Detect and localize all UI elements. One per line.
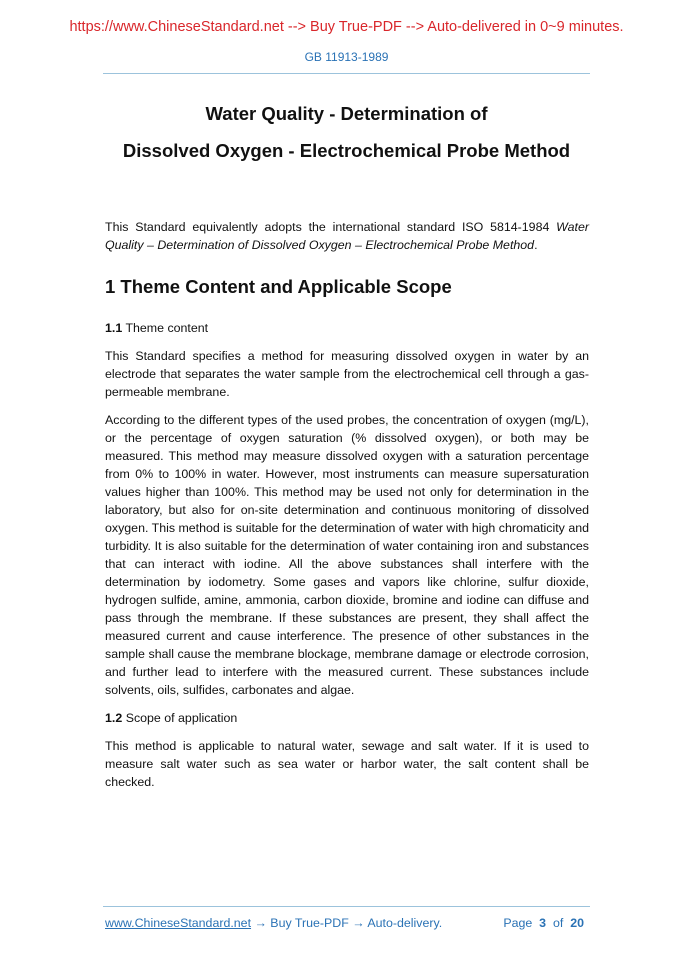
- paragraph: According to the different types of the used probes, the concentration of oxygen (mg/L), or the percentage of oxygen saturation (% dissolved oxygen), or both may be measured. This method may measure dissolved oxygen with a saturation percentage from 0% to 100% in water. However, most instruments can measure supersaturation values higher than 100%. This method may be used not only for determination in the laboratory, but also for on-site determination and continuous monitoring of dissolved oxygen. This method is suitable for the determination of water with high chromaticity and turbidity. It is also suitable for the determination of water containing iron and substances that can interact with iodine. All the above substances shall interfere with the determination by iodometry. Some gases and vapors like chlorine, sulfur dioxide, hydrogen sulfide, amine, ammonia, carbon dioxide, bromine and iodine can diffuse and pass through the membrane. If these substances are present, they shall affect the measured current and cause interference. The presence of other substances in the sample shall cause the membrane blockage, membrane damage or electrode corrosion, and further lead to interfere with the measured current. These substances include solvents, oils, sulfides, carbonates and algae.: [105, 413, 589, 697]
- footer: [105, 916, 584, 930]
- sub-title: Scope of application: [125, 711, 238, 725]
- sub-num: 1.2: [105, 711, 123, 725]
- paragraph: This Standard specifies a method for measuring dissolved oxygen in water by an electrode that separates the water sample from the electrochemical cell through a gas-permeable membrane.: [105, 349, 589, 399]
- title-line1: Water Quality - Determination of: [205, 103, 488, 124]
- banner-link[interactable]: https://www.ChineseStandard.net --> Buy True-PDF --> Auto-delivered in 0~9 minutes.: [69, 19, 624, 35]
- footer-text: → Buy True-PDF → Auto-delivery.: [251, 916, 443, 930]
- standard-code: GB 11913-1989: [304, 50, 389, 64]
- section-heading: 1 Theme Content and Applicable Scope: [105, 276, 452, 297]
- paragraph: This method is applicable to natural water, sewage and salt water. If it is used to measure salt water such as sea water or harbor water, the salt content shall be checked.: [105, 739, 589, 789]
- footer-divider: [103, 906, 590, 907]
- subsection-1-1: [105, 319, 589, 337]
- section-body: [105, 319, 589, 801]
- intro-text: This Standard equivalently adopts the international standard ISO 5814-1984: [105, 220, 557, 234]
- of-label: of: [552, 916, 564, 930]
- page-label: Page: [503, 916, 533, 930]
- intro-end: .: [534, 238, 538, 252]
- sub-num: 1.1: [105, 321, 123, 335]
- header-divider: [103, 73, 590, 74]
- subsection-1-2: [105, 709, 589, 727]
- intro-italic: Water Quality – Determination of Dissolved Oxygen – Electrochemical Probe Method: [105, 220, 589, 252]
- current-page: 3: [539, 916, 547, 930]
- sub-title: Theme content: [125, 321, 209, 335]
- intro-paragraph: [105, 218, 589, 264]
- total-pages: 20: [570, 916, 584, 930]
- page-number: [503, 916, 584, 930]
- footer-link[interactable]: www.ChineseStandard.net: [105, 916, 252, 930]
- title-line2: Dissolved Oxygen - Electrochemical Probe Method: [122, 140, 571, 161]
